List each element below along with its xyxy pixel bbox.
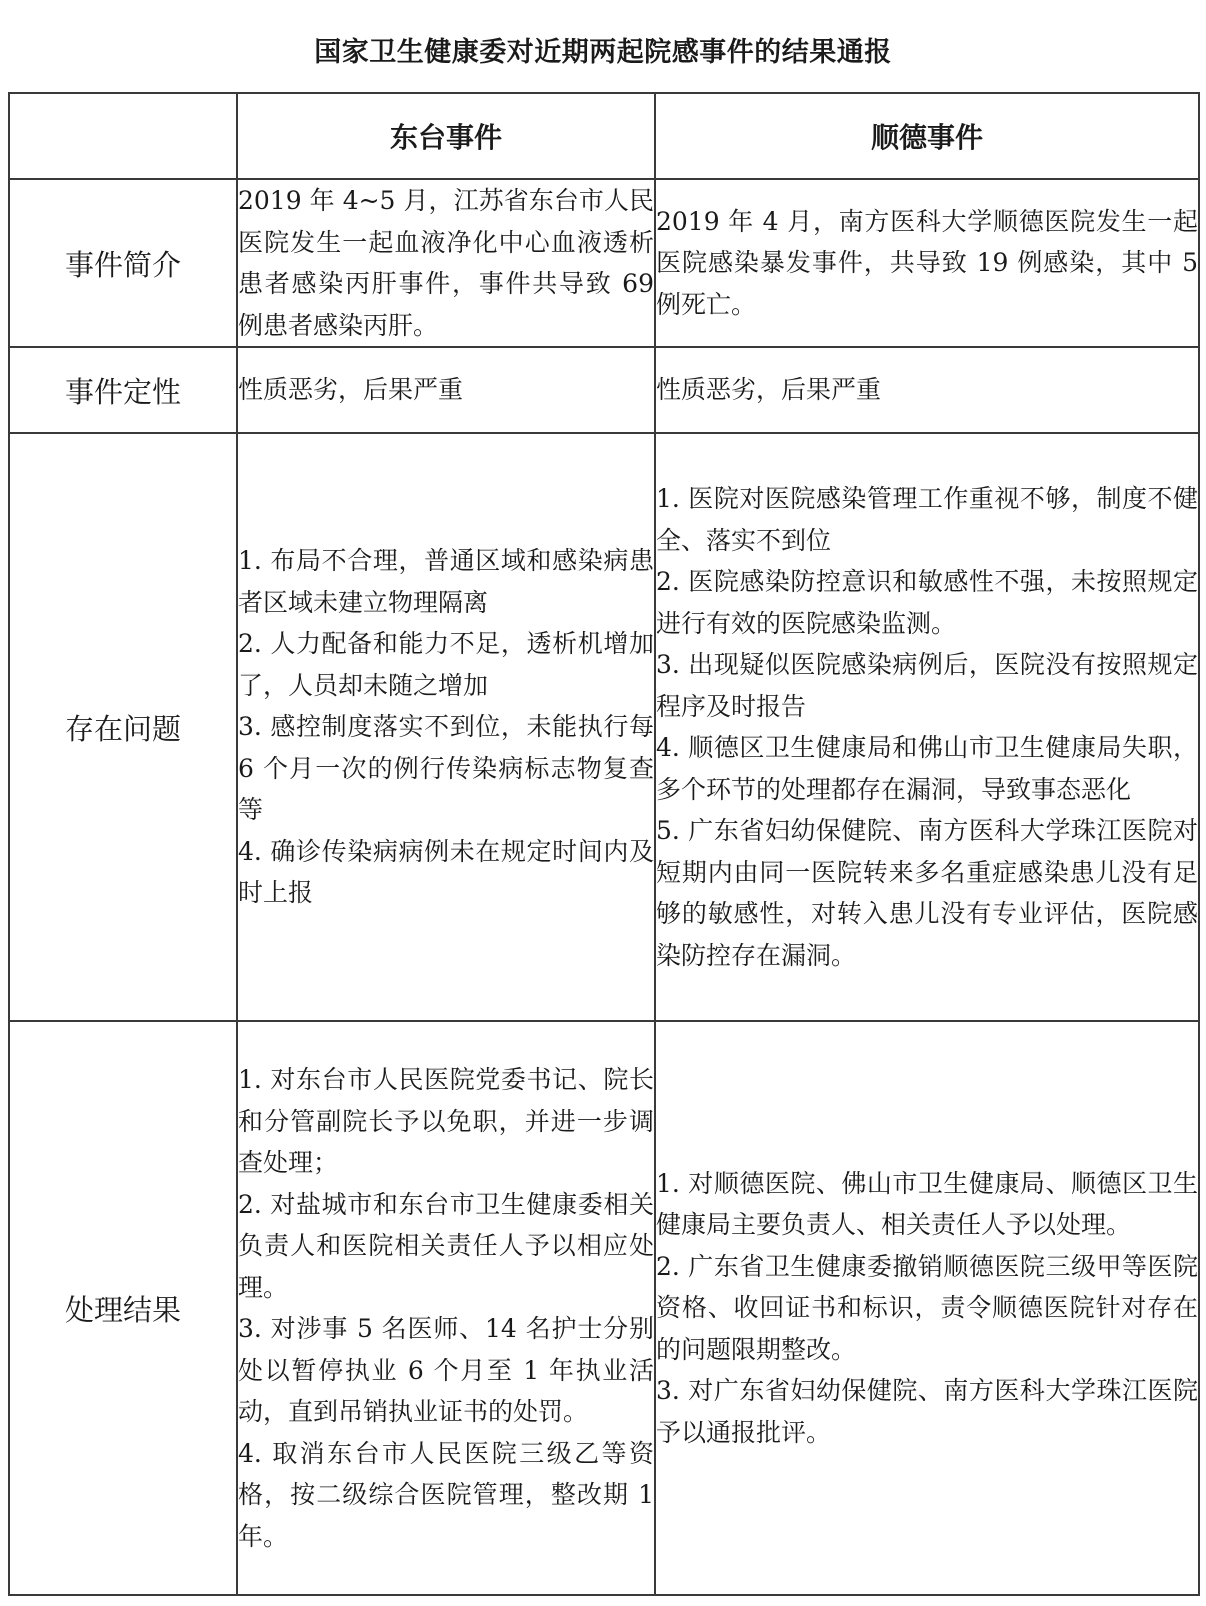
list-item: 1. 对东台市人民医院党委书记、院长和分管副院长予以免职，并进一步调查处理； bbox=[238, 1065, 654, 1177]
list-item: 1. 医院对医院感染管理工作重视不够，制度不健全、落实不到位 bbox=[656, 484, 1198, 555]
list-item: 2. 医院感染防控意识和敏感性不强，未按照规定进行有效的医院感染监测。 bbox=[656, 567, 1198, 638]
shunde-cell bbox=[655, 433, 1199, 1021]
row-label: 存在问题 bbox=[9, 433, 237, 1021]
cell-paragraph: 性质恶劣，后果严重 bbox=[656, 375, 882, 405]
list-item: 3. 对涉事 5 名医师、14 名护士分别处以暂停执业 6 个月至 1 年执业活动，直到吊销执业证书的处罚。 bbox=[238, 1314, 654, 1426]
list-item: 5. 广东省妇幼保健院、南方医科大学珠江医院对短期内由同一医院转来多名重症感染患儿没有足够的敏感性，对转入患儿没有专业评估，医院感染防控存在漏洞。 bbox=[656, 816, 1198, 970]
list-item: 4. 取消东台市人民医院三级乙等资格，按二级综合医院管理，整改期 1 年。 bbox=[238, 1438, 654, 1551]
dongtai-cell bbox=[237, 1021, 655, 1595]
incident-comparison-table bbox=[8, 92, 1200, 1596]
list-item: 2. 广东省卫生健康委撤销顺德医院三级甲等医院资格、收回证书和标识，责令顺德医院针对存在的问题限期整改。 bbox=[656, 1251, 1198, 1364]
cell-paragraph: 性质恶劣，后果严重 bbox=[238, 375, 464, 405]
cell-paragraph: 2019 年 4~5 月，江苏省东台市人民医院发生一起血液净化中心血液透析患者感染丙肝事件，事件共导致 69 例患者感染丙肝。 bbox=[238, 186, 654, 340]
shunde-cell bbox=[655, 1021, 1199, 1595]
shunde-cell bbox=[655, 347, 1199, 433]
list-item: 3. 感控制度落实不到位，未能执行每 6 个月一次的例行传染病标志物复查等 bbox=[238, 712, 654, 825]
table-row bbox=[9, 179, 1199, 347]
dongtai-cell bbox=[237, 347, 655, 433]
table-row bbox=[9, 1021, 1199, 1595]
table-row bbox=[9, 433, 1199, 1021]
dongtai-cell bbox=[237, 179, 655, 347]
table-row bbox=[9, 347, 1199, 433]
cell-paragraph: 2019 年 4 月，南方医科大学顺德医院发生一起医院感染暴发事件，共导致 19 例感染，其中 5 例死亡。 bbox=[656, 206, 1198, 319]
table-header-row bbox=[9, 93, 1199, 179]
list-item: 4. 确诊传染病病例未在规定时间内及时上报 bbox=[238, 836, 654, 908]
list-item: 1. 对顺德医院、佛山市卫生健康局、顺德区卫生健康局主要负责人、相关责任人予以处理。 bbox=[656, 1168, 1198, 1240]
list-item: 1. 布局不合理，普通区域和感染病患者区域未建立物理隔离 bbox=[238, 546, 654, 617]
row-label: 事件定性 bbox=[9, 347, 237, 433]
shunde-cell bbox=[655, 179, 1199, 347]
column-header-dongtai: 东台事件 bbox=[237, 93, 655, 179]
list-item: 3. 出现疑似医院感染病例后，医院没有按照规定程序及时报告 bbox=[656, 650, 1198, 721]
document-title: 国家卫生健康委对近期两起院感事件的结果通报 bbox=[314, 37, 892, 68]
row-label: 处理结果 bbox=[9, 1021, 237, 1595]
row-label: 事件简介 bbox=[9, 179, 237, 347]
column-header-shunde: 顺德事件 bbox=[655, 93, 1199, 179]
list-item: 4. 顺德区卫生健康局和佛山市卫生健康局失职，多个环节的处理都存在漏洞，导致事态恶化 bbox=[656, 733, 1198, 804]
list-item: 2. 人力配备和能力不足，透析机增加了，人员却未随之增加 bbox=[238, 629, 654, 700]
dongtai-cell bbox=[237, 433, 655, 1021]
corner-cell bbox=[9, 93, 237, 179]
list-item: 2. 对盐城市和东台市卫生健康委相关负责人和医院相关责任人予以相应处理。 bbox=[238, 1189, 654, 1302]
list-item: 3. 对广东省妇幼保健院、南方医科大学珠江医院予以通报批评。 bbox=[656, 1376, 1198, 1447]
